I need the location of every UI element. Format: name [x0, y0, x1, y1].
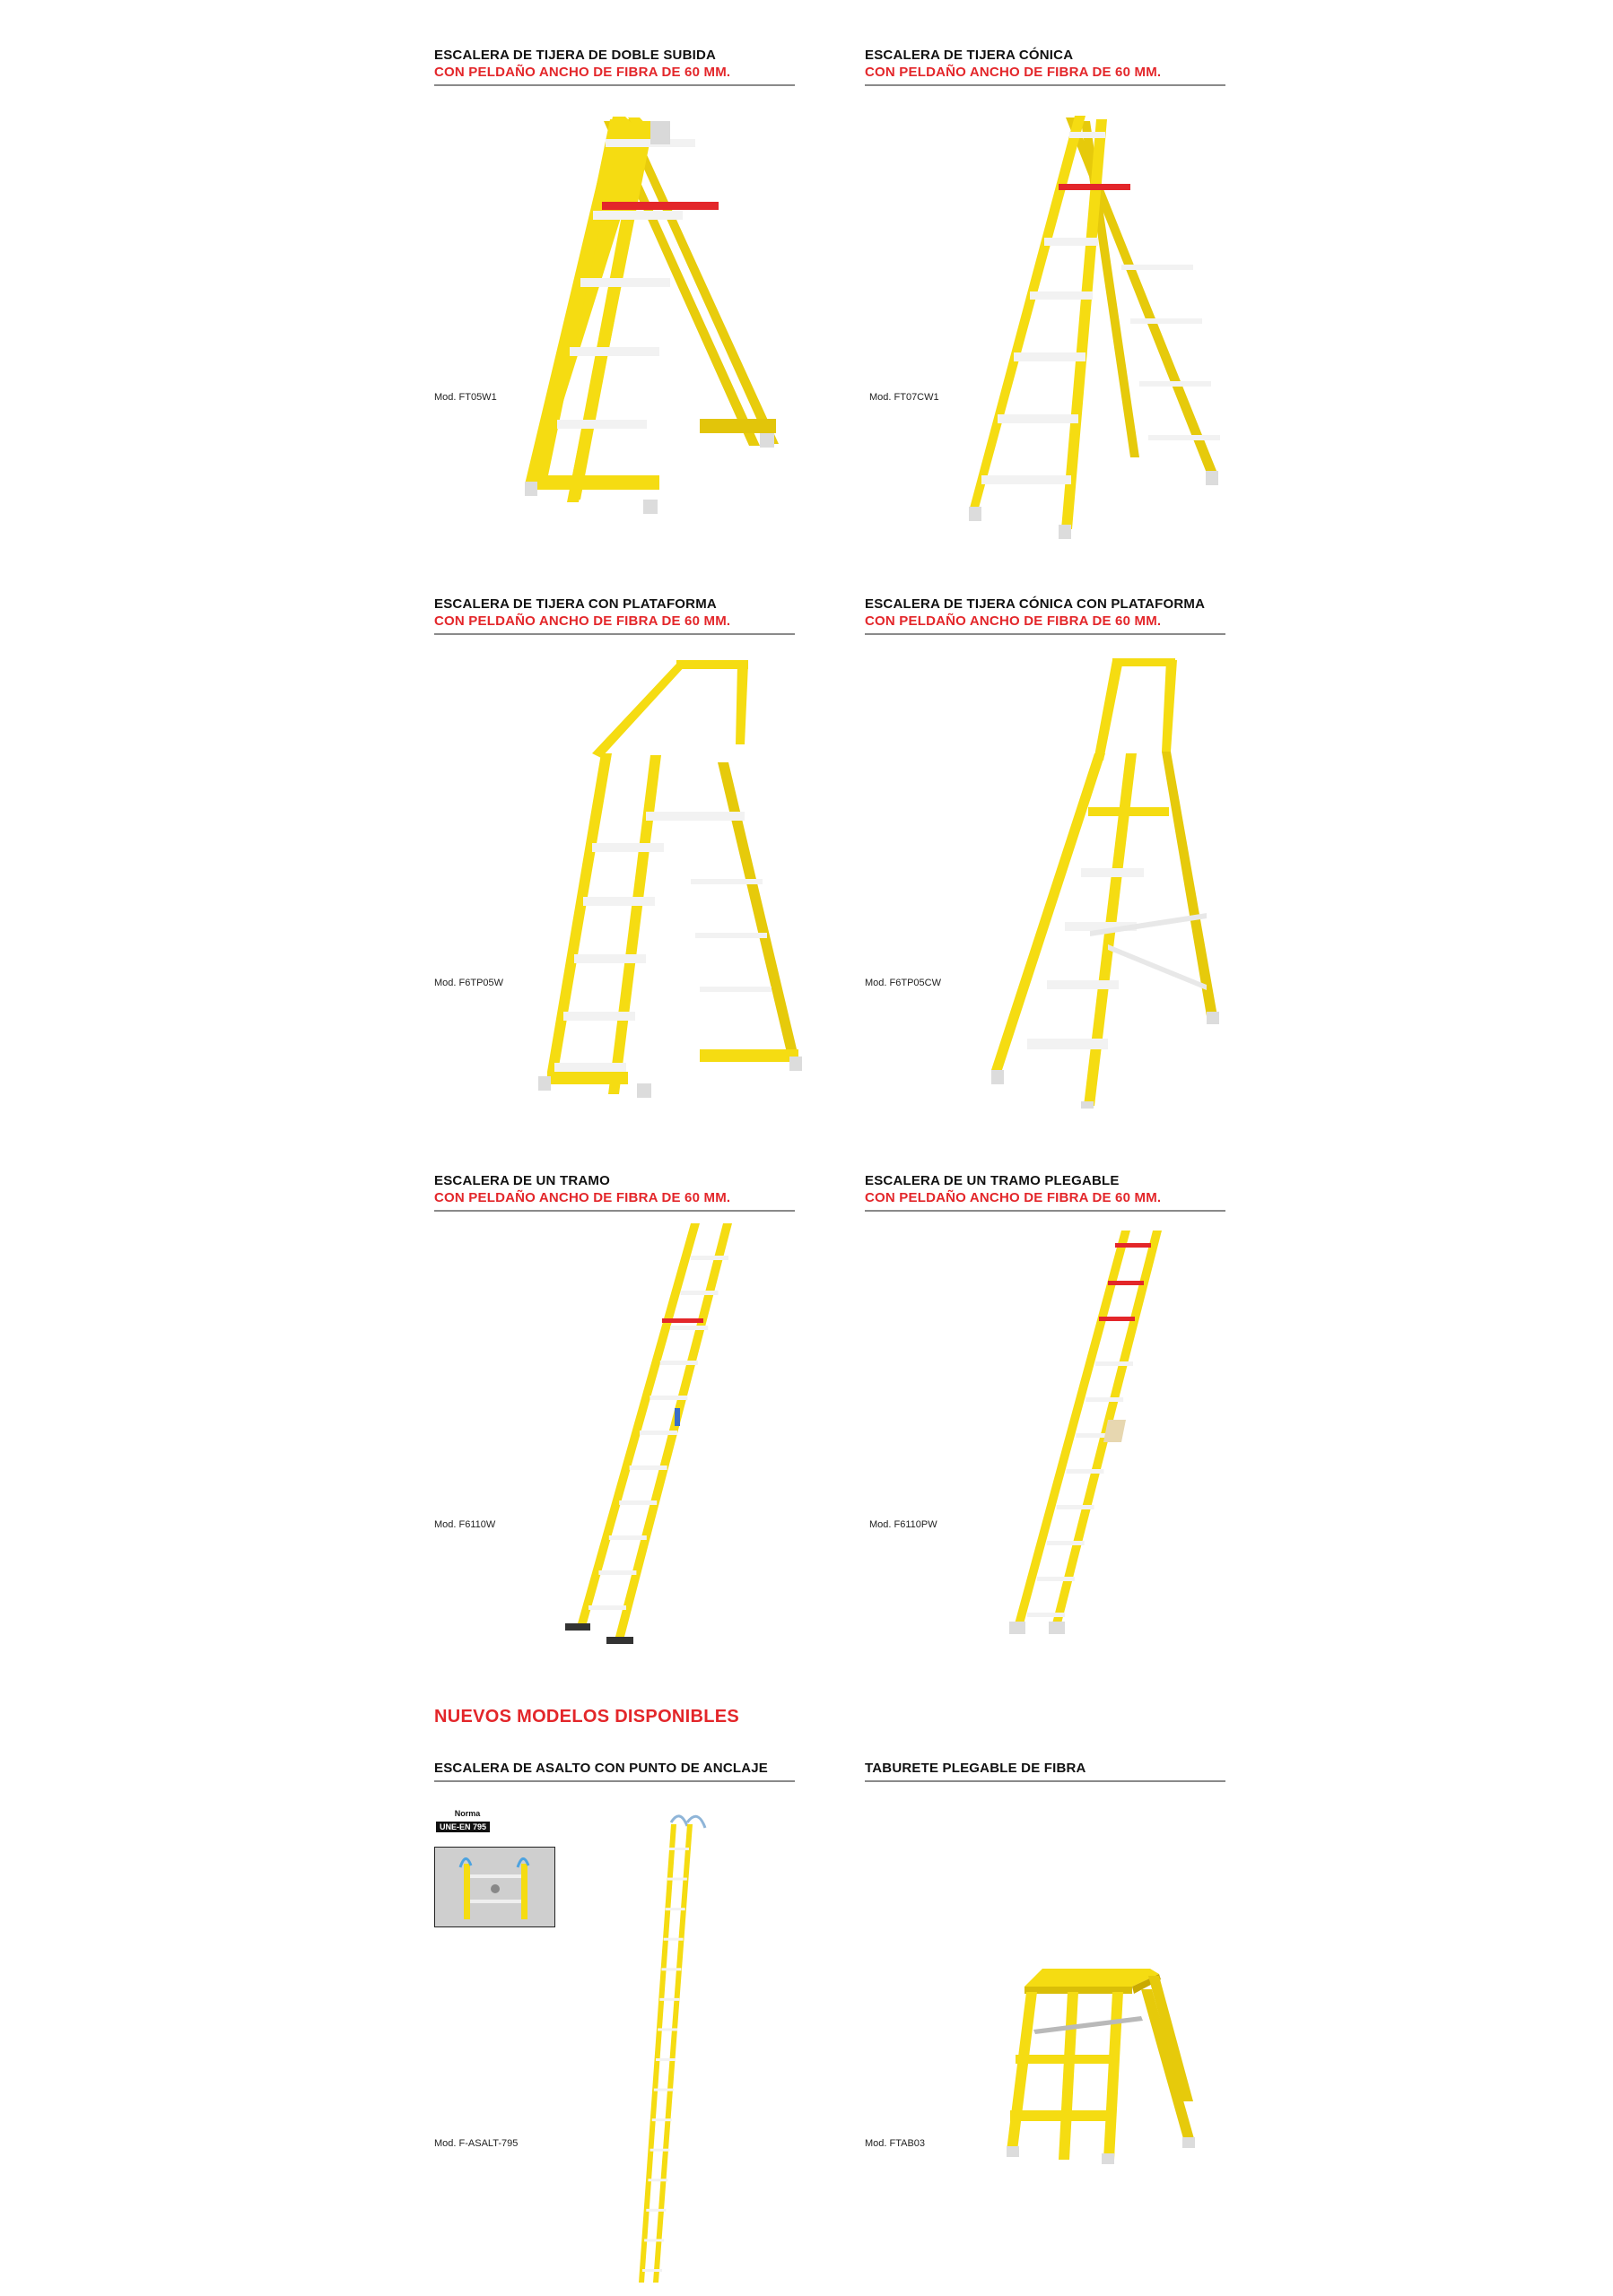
product-header-f6110pw [865, 1172, 1225, 1212]
rung [691, 1256, 728, 1260]
product-title: ESCALERA DE TIJERA DE DOBLE SUBIDA [434, 48, 717, 63]
rung [1027, 1613, 1065, 1617]
rung [1057, 1505, 1094, 1509]
rung [659, 1998, 679, 2001]
divider [434, 633, 795, 635]
product-subtitle: CON PELDAÑO ANCHO DE FIBRA DE 60 MM. [434, 65, 731, 80]
rung [1047, 1541, 1085, 1545]
model-label: Mod. FT05W1 [434, 392, 497, 403]
rung [644, 2239, 664, 2241]
divider [865, 633, 1225, 635]
product-title: ESCALERA DE TIJERA CON PLATAFORMA [434, 596, 717, 612]
product-title: ESCALERA DE ASALTO CON PUNTO DE ANCLAJE [434, 1761, 768, 1776]
product-subtitle: CON PELDAÑO ANCHO DE FIBRA DE 60 MM. [865, 1190, 1162, 1205]
rung [648, 2179, 667, 2181]
divider [434, 1780, 795, 1782]
ladder-f6110pw-image [1009, 1227, 1171, 1639]
rung [640, 1431, 677, 1435]
divider [865, 1780, 1225, 1782]
rung [646, 2209, 666, 2212]
ladder-ft05w1-image [525, 112, 794, 534]
model-label: Mod. FTAB03 [865, 2138, 926, 2149]
ladder-f6tp05cw-image [991, 653, 1225, 1110]
rung [1086, 1397, 1123, 1402]
product-header-f6110w [434, 1172, 795, 1212]
model-label: Mod. FT07CW1 [869, 392, 939, 403]
rung [660, 1361, 698, 1365]
product-title: ESCALERA DE TIJERA CÓNICA [865, 48, 1074, 63]
rung [666, 1908, 685, 1910]
rung [1066, 1469, 1103, 1474]
norma-badge [436, 1809, 499, 1834]
rung [661, 1968, 681, 1970]
rung [667, 1878, 687, 1881]
rung [589, 1605, 626, 1610]
rung [669, 1848, 689, 1850]
rung [642, 2269, 662, 2272]
divider [865, 84, 1225, 86]
rung [1037, 1577, 1075, 1581]
rung [650, 2149, 670, 2152]
rung [670, 1326, 708, 1330]
model-label: Mod. F6TP05W [434, 978, 504, 988]
product-header-ftab03 [865, 1760, 1225, 1782]
product-title: ESCALERA DE UN TRAMO [434, 1173, 610, 1188]
product-header-ft07cw1 [865, 47, 1225, 86]
model-label: Mod. F6110PW [869, 1519, 937, 1530]
divider [434, 1210, 795, 1212]
product-subtitle: CON PELDAÑO ANCHO DE FIBRA DE 60 MM. [434, 613, 731, 629]
rung [598, 1570, 636, 1575]
rung [664, 1938, 684, 1941]
rung [652, 2118, 672, 2121]
product-title: ESCALERA DE UN TRAMO PLEGABLE [865, 1173, 1120, 1188]
product-header-f6tp05cw [865, 596, 1225, 635]
model-label: Mod. F-ASALT-795 [434, 2138, 519, 2149]
model-label: Mod. F6110W [434, 1519, 496, 1530]
divider [865, 1210, 1225, 1212]
ladder-f-asalt-795-image [619, 1812, 718, 2287]
rung [656, 2058, 676, 2061]
ladder-f6110w-image [565, 1220, 736, 1650]
rung [630, 1465, 667, 1470]
product-subtitle: CON PELDAÑO ANCHO DE FIBRA DE 60 MM. [865, 613, 1162, 629]
rung [619, 1500, 657, 1505]
product-header-f6tp05w [434, 596, 795, 635]
norma-code: UNE-EN 795 [436, 1822, 490, 1832]
stool-ftab03-image [1007, 1967, 1204, 2164]
rung [609, 1535, 647, 1540]
rung [1095, 1361, 1133, 1366]
product-title: TABURETE PLEGABLE DE FIBRA [865, 1761, 1086, 1776]
model-label: Mod. F6TP05CW [865, 978, 941, 988]
rung [658, 2028, 677, 2031]
ladder-f6tp05w-image [538, 655, 807, 1103]
rung [654, 2089, 674, 2092]
product-subtitle: CON PELDAÑO ANCHO DE FIBRA DE 60 MM. [434, 1190, 731, 1205]
anchor-point-detail-image [434, 1847, 555, 1927]
new-models-heading: NUEVOS MODELOS DISPONIBLES [434, 1707, 740, 1726]
product-header-f-asalt-795 [434, 1760, 795, 1782]
product-title: ESCALERA DE TIJERA CÓNICA CON PLATAFORMA [865, 596, 1206, 612]
divider [434, 84, 795, 86]
norma-label: Norma [454, 1809, 481, 1818]
rung [681, 1291, 719, 1295]
product-subtitle: CON PELDAÑO ANCHO DE FIBRA DE 60 MM. [865, 65, 1162, 80]
rung [650, 1396, 687, 1400]
ladder-ft07cw1-image [969, 112, 1220, 543]
product-header-ft05w1 [434, 47, 795, 86]
